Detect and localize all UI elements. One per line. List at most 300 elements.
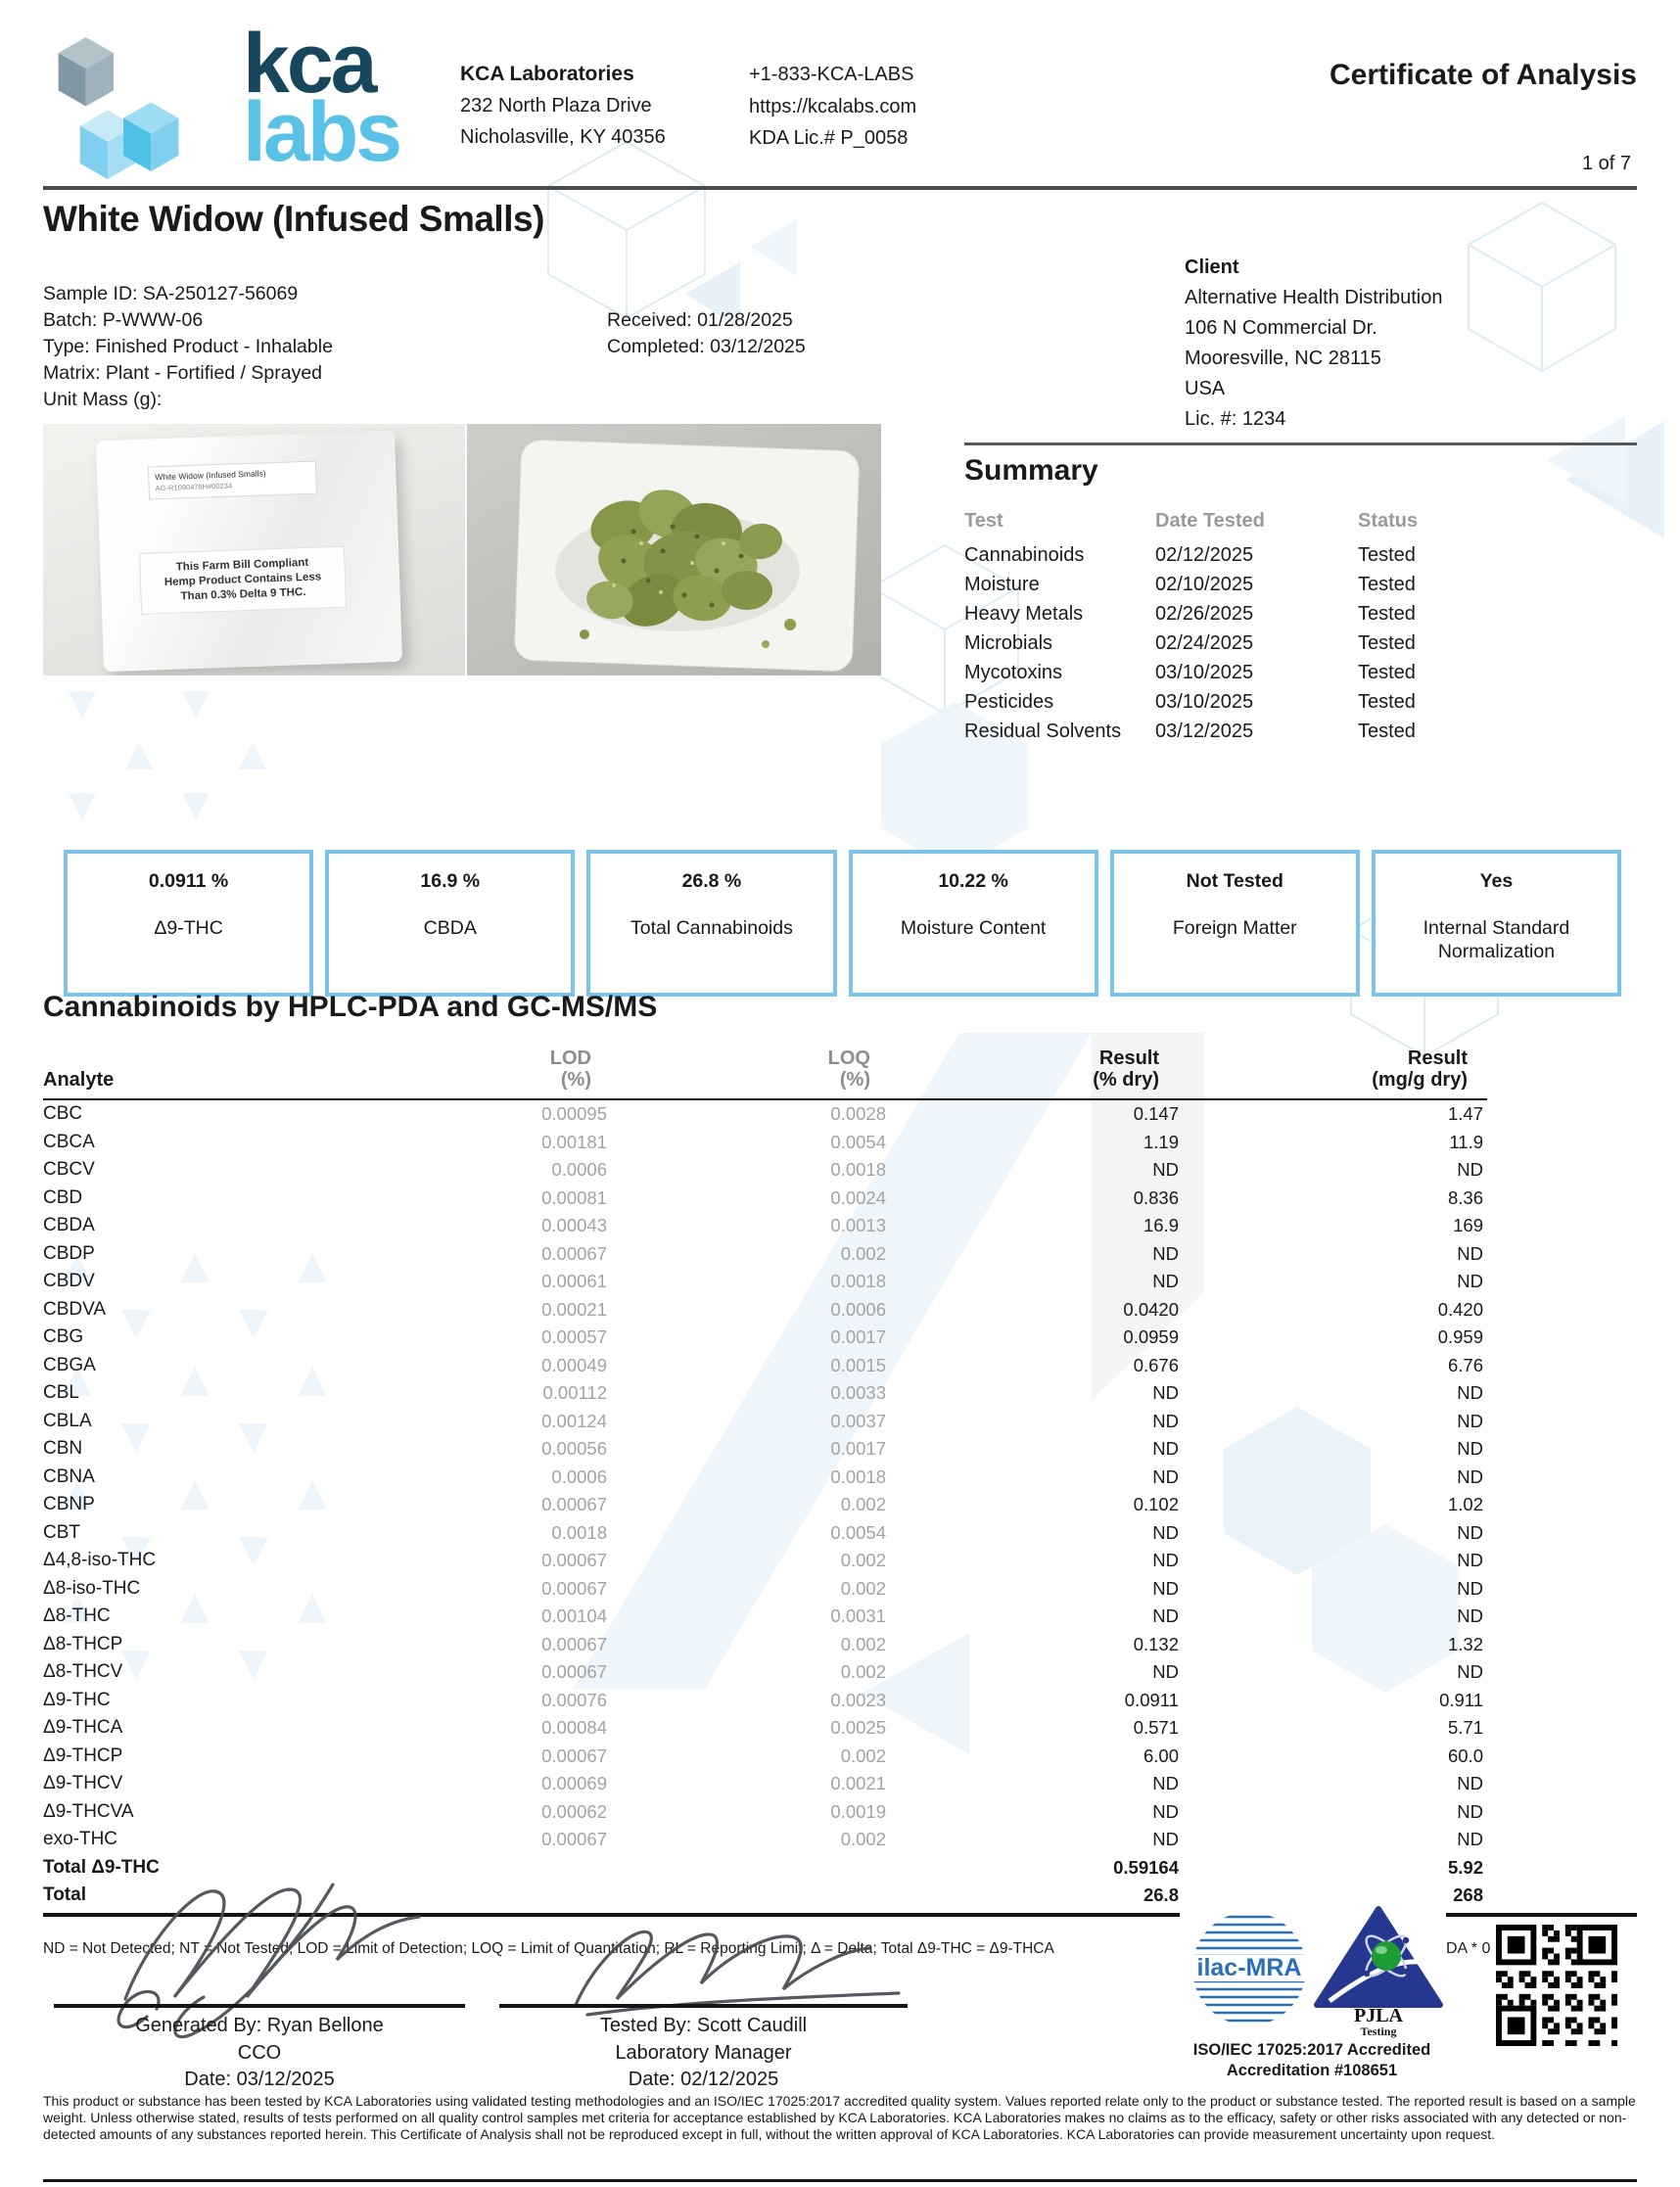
batch: Batch: P-WWW-06 [43, 309, 204, 331]
sample-type: Type: Finished Product - Inhalable [43, 336, 333, 357]
result-pct-cell: 0.0959 [1123, 1326, 1179, 1347]
analyte-cell: Δ8-iso-THC [43, 1577, 141, 1599]
column-header [43, 1034, 415, 1099]
client-address-line1: 106 N Commercial Dr. [1185, 317, 1377, 339]
analyte-cell: Δ9-THCA [43, 1717, 123, 1738]
kca-logo-wordmark [243, 17, 400, 179]
summary-status-cell: Tested [1358, 544, 1416, 566]
highlight-label: Moisture Content [900, 917, 1047, 939]
completed-date: Completed: 03/12/2025 [607, 336, 806, 357]
analyte-row [43, 1240, 1487, 1269]
result-pct-cell: ND [1152, 1605, 1179, 1626]
analyte-cell: CBD [43, 1187, 83, 1208]
sample-info [43, 281, 333, 413]
result-pct-cell: 0.132 [1133, 1633, 1179, 1654]
client-info [1185, 253, 1442, 435]
analyte-cell: CBG [43, 1326, 84, 1347]
client-heading: Client [1185, 256, 1239, 278]
analyte-cell: Δ8-THC [43, 1605, 111, 1626]
pjla-logo [1310, 1905, 1447, 2042]
result-mg-cell: 5.92 [1447, 1856, 1483, 1878]
result-pct-cell: 6.00 [1143, 1745, 1179, 1766]
analyte-row [43, 1352, 1487, 1380]
result-pct-cell: ND [1152, 1521, 1179, 1543]
loq-cell: 0.0031 [830, 1605, 886, 1626]
result-mg-cell: 1.32 [1447, 1633, 1483, 1654]
summary-date-cell: 02/12/2025 [1155, 544, 1254, 566]
highlight-card [586, 850, 836, 997]
bag-notice [139, 546, 347, 615]
analyte-row [43, 1296, 1487, 1325]
loq-cell: 0.0023 [830, 1689, 886, 1710]
analyte-cell: Total Δ9-THC [43, 1856, 160, 1878]
analyte-cell: Δ8-THCV [43, 1661, 123, 1682]
result-pct-cell: ND [1152, 1550, 1179, 1570]
summary-date-cell: 03/12/2025 [1155, 721, 1254, 742]
legend-fragment: DA * 0 [1446, 1940, 1491, 1957]
lod-cell: 0.00067 [541, 1745, 607, 1766]
result-pct-cell: ND [1152, 1159, 1179, 1180]
company-name: KCA Laboratories [460, 63, 634, 85]
pjla-label: PJLA [1354, 2005, 1403, 2026]
result-pct-cell: ND [1152, 1829, 1179, 1849]
result-mg-cell: ND [1457, 1438, 1483, 1459]
analyte-cell: CBDA [43, 1215, 95, 1235]
summary-status-cell: Tested [1358, 574, 1416, 595]
summary-row [964, 687, 1473, 717]
bag-notice-line3: Than 0.3% Delta 9 THC. [180, 586, 306, 603]
summary-row [964, 658, 1473, 687]
analyte-cell: CBNP [43, 1494, 95, 1514]
analyte-cell: Δ8-THCP [43, 1633, 123, 1654]
result-mg-cell: 6.76 [1447, 1354, 1483, 1375]
lod-cell: 0.00112 [542, 1382, 607, 1403]
lod-cell: 0.00057 [541, 1326, 607, 1347]
analyte-row [43, 1743, 1487, 1771]
summary-test-cell: Residual Solvents [964, 721, 1122, 742]
loq-cell: 0.0019 [830, 1800, 886, 1822]
lod-cell: 0.00067 [541, 1577, 607, 1599]
website-link[interactable]: https://kcalabs.com [749, 95, 917, 117]
result-mg-cell: ND [1457, 1829, 1483, 1849]
header-divider [43, 186, 1637, 190]
loq-cell: 0.0021 [830, 1773, 886, 1793]
summary-row [964, 717, 1473, 746]
loq-cell: 0.0013 [830, 1215, 886, 1235]
column-header-line2: (mg/g dry) [1372, 1069, 1468, 1091]
highlight-cards [64, 850, 1621, 997]
summary-table [964, 501, 1473, 746]
analyte-row [43, 1156, 1487, 1185]
results-divider [43, 1913, 1180, 1917]
logo-text-kca: kca [243, 17, 375, 111]
summary-test-cell: Moisture [964, 574, 1040, 595]
analyte-cell: CBCA [43, 1131, 95, 1152]
qr-code [1496, 1925, 1617, 2046]
analyte-row [43, 1519, 1487, 1548]
summary-column-status: Status [1358, 510, 1419, 532]
analyte-row [43, 1268, 1487, 1296]
tested-signoff [499, 2013, 908, 2094]
result-pct-cell: 0.836 [1133, 1187, 1179, 1208]
product-photo-bag [43, 424, 465, 675]
analyte-cell: CBDV [43, 1271, 95, 1291]
tested-by: Tested By: Scott Caudill [599, 2015, 808, 2036]
analyte-row [43, 1770, 1487, 1798]
column-header-line1: LOQ [827, 1047, 870, 1069]
loq-cell: 0.0018 [830, 1159, 886, 1180]
summary-column-test: Test [964, 510, 1003, 532]
loq-cell: 0.0018 [830, 1271, 886, 1291]
highlight-value: Not Tested [1186, 870, 1283, 892]
loq-cell: 0.002 [840, 1829, 886, 1849]
result-pct-cell: ND [1152, 1577, 1179, 1599]
result-mg-cell: ND [1457, 1550, 1483, 1570]
result-pct-cell: ND [1152, 1773, 1179, 1793]
lod-cell: 0.00062 [541, 1800, 607, 1822]
kda-license: KDA Lic.# P_0058 [749, 127, 909, 149]
analyte-row [43, 1491, 1487, 1519]
summary-row [964, 628, 1473, 658]
client-country: USA [1185, 378, 1226, 399]
result-pct-cell: 26.8 [1143, 1885, 1179, 1905]
analyte-cell: CBDP [43, 1242, 95, 1264]
summary-test-cell: Heavy Metals [964, 603, 1084, 625]
analyte-row [43, 1854, 1487, 1883]
lab-contact [749, 59, 916, 155]
received-date: Received: 01/28/2025 [607, 309, 793, 331]
column-header-line1: Analyte [43, 1069, 115, 1091]
result-pct-cell: ND [1152, 1800, 1179, 1822]
analyte-row [43, 1882, 1487, 1910]
result-mg-cell: 0.420 [1437, 1298, 1483, 1320]
bag-notice-line2: Hemp Product Contains Less [163, 571, 322, 589]
analyte-row [43, 1826, 1487, 1854]
generated-by: Generated By: Ryan Bellone [135, 2015, 384, 2036]
analyte-cell: CBLA [43, 1410, 92, 1431]
lod-cell: 0.00076 [541, 1689, 607, 1710]
highlight-label: Total Cannabinoids [630, 917, 793, 939]
highlight-card [64, 850, 313, 997]
unit-mass: Unit Mass (g): [43, 389, 163, 410]
summary-date-cell: 03/10/2025 [1155, 662, 1254, 683]
product-photo-buds [467, 424, 881, 675]
loq-cell: 0.0037 [830, 1410, 886, 1431]
product-title: White Widow (Infused Smalls) [43, 199, 544, 239]
loq-cell: 0.0025 [830, 1717, 886, 1738]
disclaimer: This product or substance has been tested by KCA Laboratories using validated testing methodologies and an ISO/IEC 17025:2017 accredited quality system. Values reported relate only to the product or substance tested. The reported result is based on a sample weight. Unless otherwise stated, results of tests performed on all quality control samples met criteria for acceptance established by KCA Laboratories. KCA Laboratories makes no claims as to the efficacy, safety or other risks associated with any detected or non-detected amounts of any substances reported herein. This Certificate of Analysis shall not be reproduced except in full, without the written approval of KCA Laboratories. KCA Laboratories can provide measurement uncertainty upon request. [43, 2093, 1636, 2142]
column-header-line1: Result [1407, 1047, 1468, 1069]
summary-header-row [964, 501, 1473, 540]
iso-line1: ISO/IEC 17025:2017 Accredited [1192, 2041, 1431, 2059]
iso-accreditation-text [1179, 2040, 1445, 2081]
result-pct-cell: ND [1152, 1466, 1179, 1487]
analyte-row [43, 1547, 1487, 1575]
analyte-cell: Δ9-THC [43, 1689, 111, 1710]
analyte-row [43, 1435, 1487, 1464]
result-pct-cell: 0.0911 [1124, 1689, 1179, 1710]
logo-text-labs: labs [243, 85, 400, 179]
analyte-row [43, 1379, 1487, 1408]
loq-cell: 0.0054 [830, 1131, 886, 1152]
cannabis-buds-image [467, 424, 881, 675]
certificate-title: Certificate of Analysis [1330, 59, 1637, 91]
tested-title: Laboratory Manager [615, 2041, 792, 2064]
lod-cell: 0.00067 [541, 1494, 607, 1514]
result-mg-cell: ND [1457, 1159, 1483, 1180]
highlight-value: 0.0911 % [148, 870, 229, 892]
result-pct-cell: ND [1152, 1438, 1179, 1459]
column-header [415, 1034, 611, 1099]
result-mg-cell: ND [1457, 1521, 1483, 1543]
summary-date-cell: 03/10/2025 [1155, 691, 1254, 713]
cannabinoids-title: Cannabinoids by HPLC-PDA and GC-MS/MS [43, 991, 658, 1023]
analyte-cell: exo-THC [43, 1829, 118, 1849]
generated-title: CCO [237, 2041, 282, 2064]
result-mg-cell: ND [1457, 1382, 1483, 1403]
summary-column-date: Date Tested [1155, 510, 1265, 532]
result-pct-cell: ND [1152, 1242, 1179, 1264]
result-pct-cell: ND [1152, 1661, 1179, 1682]
lod-cell: 0.00124 [541, 1410, 607, 1431]
results-divider-right [1446, 1913, 1637, 1917]
analyte-row [43, 1212, 1487, 1240]
analyte-row [43, 1658, 1487, 1687]
summary-test-cell: Mycotoxins [964, 662, 1063, 683]
summary-test-cell: Pesticides [964, 691, 1054, 713]
column-header-line2: (%) [839, 1069, 870, 1091]
bag-notice-line1: This Farm Bill Compliant [175, 556, 309, 574]
summary-date-cell: 02/24/2025 [1155, 632, 1254, 654]
lod-cell: 0.00049 [541, 1354, 607, 1375]
analyte-cell: Δ9-THCP [43, 1745, 123, 1766]
summary-test-cell: Cannabinoids [964, 544, 1085, 566]
summary-row [964, 540, 1473, 570]
analyte-cell: CBL [43, 1382, 79, 1403]
accreditation-number: Accreditation #108651 [1226, 2062, 1398, 2079]
lod-cell: 0.00067 [541, 1242, 607, 1264]
company-address-line1: 232 North Plaza Drive [460, 95, 652, 116]
loq-cell: 0.0006 [830, 1298, 886, 1320]
lod-cell: 0.00067 [541, 1661, 607, 1682]
analyte-row [43, 1185, 1487, 1213]
analyte-cell: CBCV [43, 1159, 95, 1180]
pjla-sublabel: Testing [1360, 2024, 1397, 2038]
analyte-row [43, 1603, 1487, 1631]
column-header [1179, 1034, 1487, 1099]
analyte-cell: CBNA [43, 1466, 95, 1487]
loq-cell: 0.0018 [830, 1466, 886, 1487]
loq-cell: 0.0017 [830, 1438, 886, 1459]
ilac-mra-logo [1187, 1909, 1312, 2028]
signature-line-generated [54, 2004, 465, 2008]
lod-cell: 0.00056 [541, 1438, 607, 1459]
analyte-row [43, 1408, 1487, 1436]
analyte-cell: CBGA [43, 1354, 96, 1375]
analyte-row [43, 1798, 1487, 1827]
analyte-cell: CBC [43, 1103, 83, 1124]
analyte-cell: CBT [43, 1521, 80, 1543]
loq-cell: 0.0015 [830, 1354, 886, 1375]
summary-row [964, 570, 1473, 599]
lod-cell: 0.00081 [541, 1187, 607, 1208]
column-header-line2: (%) [560, 1069, 591, 1091]
result-pct-cell: ND [1152, 1382, 1179, 1403]
summary-test-cell: Microbials [964, 632, 1053, 654]
mylar-bag [96, 431, 402, 673]
result-mg-cell: 0.911 [1439, 1689, 1483, 1710]
result-pct-cell: 0.676 [1133, 1354, 1179, 1375]
highlight-value: 26.8 % [681, 870, 742, 892]
result-mg-cell: ND [1457, 1271, 1483, 1291]
result-mg-cell: 8.36 [1447, 1187, 1483, 1208]
analyte-row [43, 1631, 1487, 1659]
legend: ND = Not Detected; NT = Not Tested; LOD = Limit of Detection; LOQ = Limit of Quantitation; RL = Reporting Limit; Δ = Delta; Total Δ9-THC = Δ9-THCA [43, 1940, 1054, 1957]
result-pct-cell: 16.9 [1143, 1215, 1179, 1235]
sample-dates [607, 307, 806, 360]
highlight-card [1372, 850, 1621, 997]
analyte-cell: CBN [43, 1438, 83, 1459]
loq-cell: 0.002 [840, 1550, 886, 1570]
client-address-line2: Mooresville, NC 28115 [1185, 348, 1381, 369]
result-pct-cell: ND [1152, 1271, 1179, 1291]
result-pct-cell: 0.571 [1133, 1717, 1179, 1738]
column-header-line1: LOD [549, 1047, 591, 1069]
highlight-card [849, 850, 1098, 997]
tested-date: Date: 02/12/2025 [628, 2069, 779, 2090]
loq-cell: 0.0054 [830, 1521, 886, 1543]
summary-row [964, 599, 1473, 628]
analyte-cell: Δ9-THCV [43, 1773, 123, 1793]
summary-date-cell: 02/10/2025 [1155, 574, 1254, 595]
result-mg-cell: 268 [1453, 1885, 1483, 1905]
generated-signoff [54, 2013, 465, 2094]
lod-cell: 0.00061 [541, 1271, 607, 1291]
lod-cell: 0.00104 [541, 1605, 607, 1626]
lod-cell: 0.00043 [541, 1215, 607, 1235]
highlight-value: 10.22 % [938, 870, 1008, 892]
analyte-row [43, 1324, 1487, 1352]
summary-date-cell: 02/26/2025 [1155, 603, 1254, 625]
lod-cell [415, 1854, 611, 1883]
column-header [890, 1034, 1179, 1099]
lod-cell: 0.00067 [541, 1633, 607, 1654]
bag-label-code: AG-R1090478H#00234 [155, 481, 233, 493]
result-pct-cell: 0.0420 [1123, 1298, 1179, 1320]
matrix: Matrix: Plant - Fortified / Sprayed [43, 362, 323, 384]
loq-cell: 0.0024 [830, 1187, 886, 1208]
result-pct-cell: 0.59164 [1113, 1856, 1179, 1878]
analyte-cell: Total [43, 1885, 86, 1905]
analyte-row [43, 1575, 1487, 1604]
highlight-card [1110, 850, 1360, 997]
sample-id: Sample ID: SA-250127-56069 [43, 283, 299, 304]
result-pct-cell: ND [1152, 1410, 1179, 1431]
highlight-label: Δ9-THC [154, 917, 223, 939]
result-pct-cell: 0.102 [1133, 1494, 1179, 1514]
phone-number: +1-833-KCA-LABS [749, 64, 914, 85]
lod-cell: 0.0006 [551, 1159, 607, 1180]
loq-cell: 0.002 [840, 1577, 886, 1599]
lod-cell: 0.00084 [541, 1717, 607, 1738]
result-mg-cell: ND [1457, 1577, 1483, 1599]
result-mg-cell: ND [1457, 1773, 1483, 1793]
lod-cell: 0.00067 [541, 1550, 607, 1570]
result-pct-cell: 1.19 [1143, 1131, 1179, 1152]
client-license: Lic. #: 1234 [1185, 408, 1286, 430]
result-mg-cell: ND [1457, 1466, 1483, 1487]
analyte-cell: Δ4,8-iso-THC [43, 1550, 157, 1570]
column-header-line2: (% dry) [1093, 1069, 1159, 1091]
highlight-value: 16.9 % [420, 870, 481, 892]
analyte-row [43, 1464, 1487, 1492]
loq-cell [611, 1854, 890, 1883]
bottom-divider [43, 2179, 1637, 2182]
lod-cell: 0.0006 [551, 1466, 607, 1487]
kca-logo-icon [41, 37, 190, 180]
loq-cell: 0.002 [840, 1633, 886, 1654]
summary-status-cell: Tested [1358, 662, 1416, 683]
result-mg-cell: ND [1457, 1661, 1483, 1682]
generated-date: Date: 03/12/2025 [184, 2069, 335, 2090]
result-mg-cell: 11.9 [1449, 1131, 1483, 1152]
lab-info [460, 59, 666, 153]
summary-status-cell: Tested [1358, 632, 1416, 654]
loq-cell: 0.0017 [830, 1326, 886, 1347]
summary-status-cell: Tested [1358, 691, 1416, 713]
cannabinoids-table [43, 1034, 1487, 1910]
analyte-row [43, 1714, 1487, 1743]
bag-label-title: White Widow (Infused Smalls) [155, 468, 266, 483]
loq-cell: 0.002 [840, 1242, 886, 1264]
loq-cell [611, 1882, 890, 1910]
highlight-card [325, 850, 575, 997]
analyte-cell: CBDVA [43, 1298, 107, 1320]
result-pct-cell: 0.147 [1133, 1103, 1179, 1124]
summary-divider [964, 442, 1637, 445]
signature-line-tested [499, 2004, 908, 2008]
lod-cell: 0.00181 [541, 1131, 607, 1152]
highlight-label: Foreign Matter [1172, 917, 1297, 939]
result-mg-cell: 60.0 [1447, 1745, 1483, 1766]
summary-status-cell: Tested [1358, 721, 1416, 742]
result-mg-cell: 169 [1453, 1215, 1483, 1235]
result-mg-cell: ND [1457, 1410, 1483, 1431]
result-mg-cell: 1.02 [1447, 1494, 1483, 1514]
result-mg-cell: ND [1457, 1605, 1483, 1626]
analyte-cell: Δ9-THCVA [43, 1800, 134, 1822]
summary-status-cell: Tested [1358, 603, 1416, 625]
result-mg-cell: 0.959 [1437, 1326, 1483, 1347]
page-indicator: 1 of 7 [1581, 153, 1631, 174]
result-mg-cell: ND [1457, 1800, 1483, 1822]
lod-cell: 0.00067 [541, 1829, 607, 1849]
loq-cell: 0.0033 [830, 1382, 886, 1403]
cannabinoids-header-row [43, 1034, 1487, 1099]
loq-cell: 0.002 [840, 1494, 886, 1514]
summary-title: Summary [964, 454, 1098, 487]
ilac-mra-label: ilac-MRA [1196, 1954, 1302, 1981]
analyte-row [43, 1687, 1487, 1715]
result-mg-cell: 1.47 [1447, 1103, 1483, 1124]
loq-cell: 0.002 [840, 1745, 886, 1766]
loq-cell: 0.0028 [830, 1103, 886, 1124]
column-header [611, 1034, 890, 1099]
lod-cell: 0.0018 [551, 1521, 607, 1543]
lod-cell: 0.00069 [541, 1773, 607, 1793]
result-mg-cell: 5.71 [1447, 1717, 1483, 1738]
analyte-row [43, 1129, 1487, 1157]
